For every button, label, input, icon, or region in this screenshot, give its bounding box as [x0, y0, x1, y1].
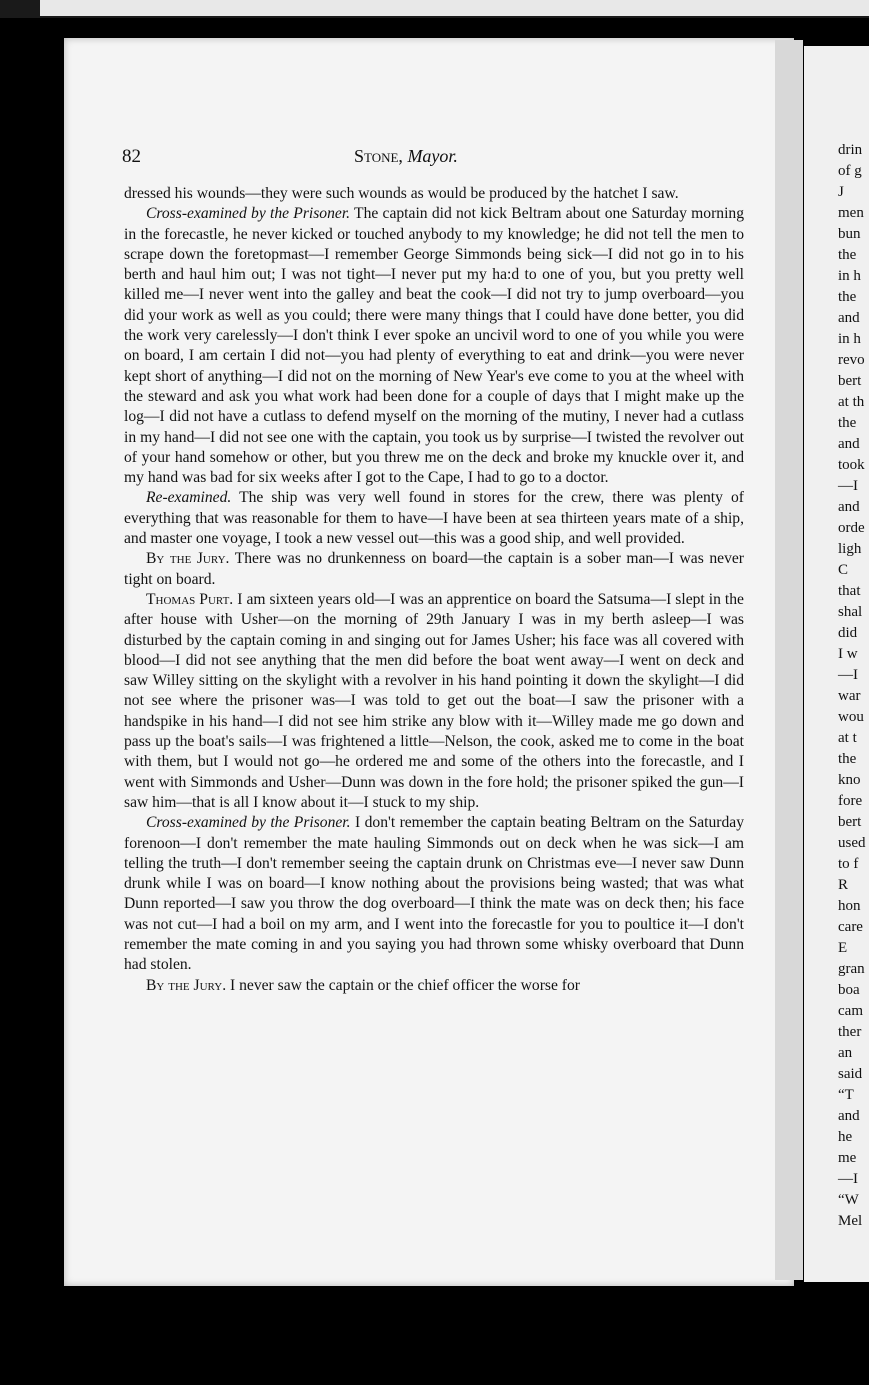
facing-page-text-fragment: at th: [838, 394, 865, 410]
running-title-role: Mayor.: [407, 146, 458, 166]
paragraph-text: I don't remember the captain beating Beltram on the Saturday forenoon—I don't remember the mate hauling Simmonds out on deck when he was sick—I am telling the truth—I don't remember seeing the captain drunk on Christmas eve—I never saw Dunn drunk while I was on board—I know nothing about the provisions being wasted; that was what Dunn reported—I saw you throw the dog overboard—I think the mate was on deck then; his face was not cut—I had a boil on my arm, and I went into the forecastle for you to poultice it—I don't remember the mate coming in and you saying you had thrown some whisky overboard that Dunn had stolen.: [124, 814, 745, 974]
facing-page-text-fragment: fore: [838, 793, 863, 809]
facing-page-text-fragment: I w: [838, 646, 858, 662]
facing-page-text-fragment: the: [838, 415, 857, 431]
facing-page-text-fragment: at t: [838, 730, 857, 746]
facing-page-text-fragment: an: [838, 1045, 853, 1061]
facing-page-text-fragment: gran: [838, 961, 865, 977]
facing-page-text-fragment: —I: [838, 667, 858, 683]
facing-page-text-fragment: war: [838, 688, 861, 704]
facing-page-text-fragment: bert: [838, 373, 862, 389]
facing-page-text-fragment: and: [838, 499, 860, 515]
paragraph-lead: Thomas Purt.: [146, 590, 234, 608]
facing-page-text-fragment: “T: [838, 1087, 854, 1103]
facing-page-text-fragment: R: [838, 877, 849, 893]
facing-page-text-fragment: to f: [838, 856, 859, 872]
facing-page-text-fragment: in h: [838, 331, 861, 347]
paragraph-text: dressed his wounds—they were such wounds as would be produced by the hatchet I saw.: [124, 185, 679, 202]
paragraph-lead: Cross-examined by the Prisoner.: [146, 205, 351, 223]
book-page: [64, 38, 794, 1286]
facing-page-text-fragment: ther: [838, 1024, 862, 1040]
paragraph-lead: By the Jury.: [146, 550, 230, 568]
facing-page-text-fragment: he: [838, 1129, 853, 1145]
paragraph: [124, 976, 744, 996]
paragraph-text: The ship was very well found in stores for the crew, there was plenty of everything that was reasonable for them to have—I have been at sea thirteen years mate of a ship, and master one voyage, I took a new vessel out—this was a good ship, and well provided.: [124, 489, 745, 548]
facing-page-text-fragment: and: [838, 436, 860, 452]
paragraph-text: There was no drunkenness on board—the captain is a sober man—I was never tight on board.: [124, 550, 744, 588]
paragraph: [124, 549, 744, 590]
facing-page-text-fragment: hon: [838, 898, 861, 914]
facing-page-text-fragment: used: [838, 835, 866, 851]
facing-page-text-fragment: the: [838, 247, 857, 263]
facing-page-text-fragment: that: [838, 583, 861, 599]
running-title-name: Stone,: [354, 146, 403, 166]
facing-page-text-fragment: “W: [838, 1192, 859, 1208]
facing-page-text-fragment: cam: [838, 1003, 863, 1019]
paragraph: [124, 204, 744, 488]
paragraph-text: I am sixteen years old—I was an apprentice on board the Satsuma—I slept in the after house with Usher—on the morning of 29th January I was in my berth asleep—I was disturbed by the captain coming in and singing out for James Usher; his face was all covered with blood—I did not see anything that the men did before the boat went away—I went on deck and saw Willey sitting on the skylight with a revolver in his hand pointing it down the skylight—I did not see where the prisoner was—I was told to get out the boat—I saw the prisoner with a handspike in his hand—I did not see him strike any blow with it—Willey made me go down and pass up the boat's sails—I was frightened a little—Nelson, the cook, asked me to come in the boat with them, but I would not go—he ordered me and some of the others into the forecastle, and I went with Simmonds and Usher—Dunn was down in the fore hold; the prisoner spiked the gun—I saw him—that is all I know about it—I stuck to my ship.: [124, 590, 744, 811]
paragraph-lead: Cross-examined by the Prisoner.: [146, 814, 351, 832]
facing-page-fragment: [804, 46, 869, 1282]
facing-page-text-fragment: C: [838, 562, 849, 578]
facing-page-text-fragment: drin: [838, 142, 863, 158]
facing-page-text-fragment: of g: [838, 163, 862, 179]
paragraph: [124, 813, 744, 975]
facing-page-text-fragment: did: [838, 625, 858, 641]
facing-page-text-fragment: —I: [838, 1171, 858, 1187]
paragraph: [124, 590, 744, 813]
paragraph-lead: Re-examined.: [146, 489, 232, 507]
facing-page-text-fragment: bun: [838, 226, 861, 242]
facing-page-text-fragment: the: [838, 751, 857, 767]
facing-page-text-fragment: —I: [838, 478, 858, 494]
facing-page-text-fragment: and: [838, 310, 860, 326]
previous-page-edge: [40, 0, 869, 16]
facing-page-text-fragment: in h: [838, 268, 861, 284]
page-header: [64, 146, 794, 172]
facing-page-text-fragment: shal: [838, 604, 863, 620]
page-number: 82: [122, 146, 141, 167]
facing-page-text-fragment: ligh: [838, 541, 862, 557]
facing-page-text-fragment: revo: [838, 352, 865, 368]
facing-page-text-fragment: care: [838, 919, 863, 935]
running-title: [354, 146, 458, 167]
facing-page-text-fragment: the: [838, 289, 857, 305]
facing-page-text-fragment: men: [838, 205, 864, 221]
facing-page-text-fragment: E: [838, 940, 848, 956]
facing-page-text-fragment: me: [838, 1150, 857, 1166]
facing-page-text-fragment: bert: [838, 814, 862, 830]
facing-page-text-fragment: Mel: [838, 1213, 863, 1229]
paragraph-text: The captain did not kick Beltram about one Saturday morning in the forecastle, he never kicked or touched anybody to my knowledge; he did not tell the men to scrape down the foretopmast—I remember George Simmonds being sick—I did not go in to his berth and haul him out; I was not tight—I never put my ha:d to one of you, but you pretty well killed me—I never went into the galley and beat the cook—I did not try to jump overboard—you did your work as well as you could; there were many things that I could have done better, you did the work very carelessly—I don't think I ever spoke an uncivil word to one of you while you were on board, I am certain I did not—you had plenty of everything to eat and drink—you were never kept short of anything—I did not on the morning of New Year's eve come to you at the wheel with the steward and ask you what work had been done for a couple of days that I might make up the log—I did not have a cutlass to defend myself on the morning of the mutiny, I never had a cutlass in my hand—I did not see one with the captain, you took us by surprise—I twisted the revolver out of your hand somehow or other, but you threw me on the deck and broke my knuckle over it, and my hand was bad for six weeks after I got to the Cape, I had to go to a doctor.: [124, 205, 744, 487]
paragraph-text: I never saw the captain or the chief officer the worse for: [230, 976, 580, 994]
facing-page-text-fragment: orde: [838, 520, 865, 536]
facing-page-text-fragment: said: [838, 1066, 863, 1082]
paragraph: [124, 184, 744, 204]
page-gutter-edge: [775, 40, 803, 1280]
paragraph: [124, 488, 744, 549]
facing-page-text-fragment: kno: [838, 772, 861, 788]
facing-page-text-fragment: wou: [838, 709, 864, 725]
facing-page-text-fragment: J: [838, 184, 844, 200]
facing-page-text-fragment: and: [838, 1108, 860, 1124]
paragraph-lead: By the Jury.: [146, 976, 227, 994]
facing-page-text-fragment: took: [838, 457, 865, 473]
page-body-text: [124, 184, 744, 996]
scan-bottom-border: [0, 1290, 869, 1385]
facing-page-text-fragment: boa: [838, 982, 860, 998]
